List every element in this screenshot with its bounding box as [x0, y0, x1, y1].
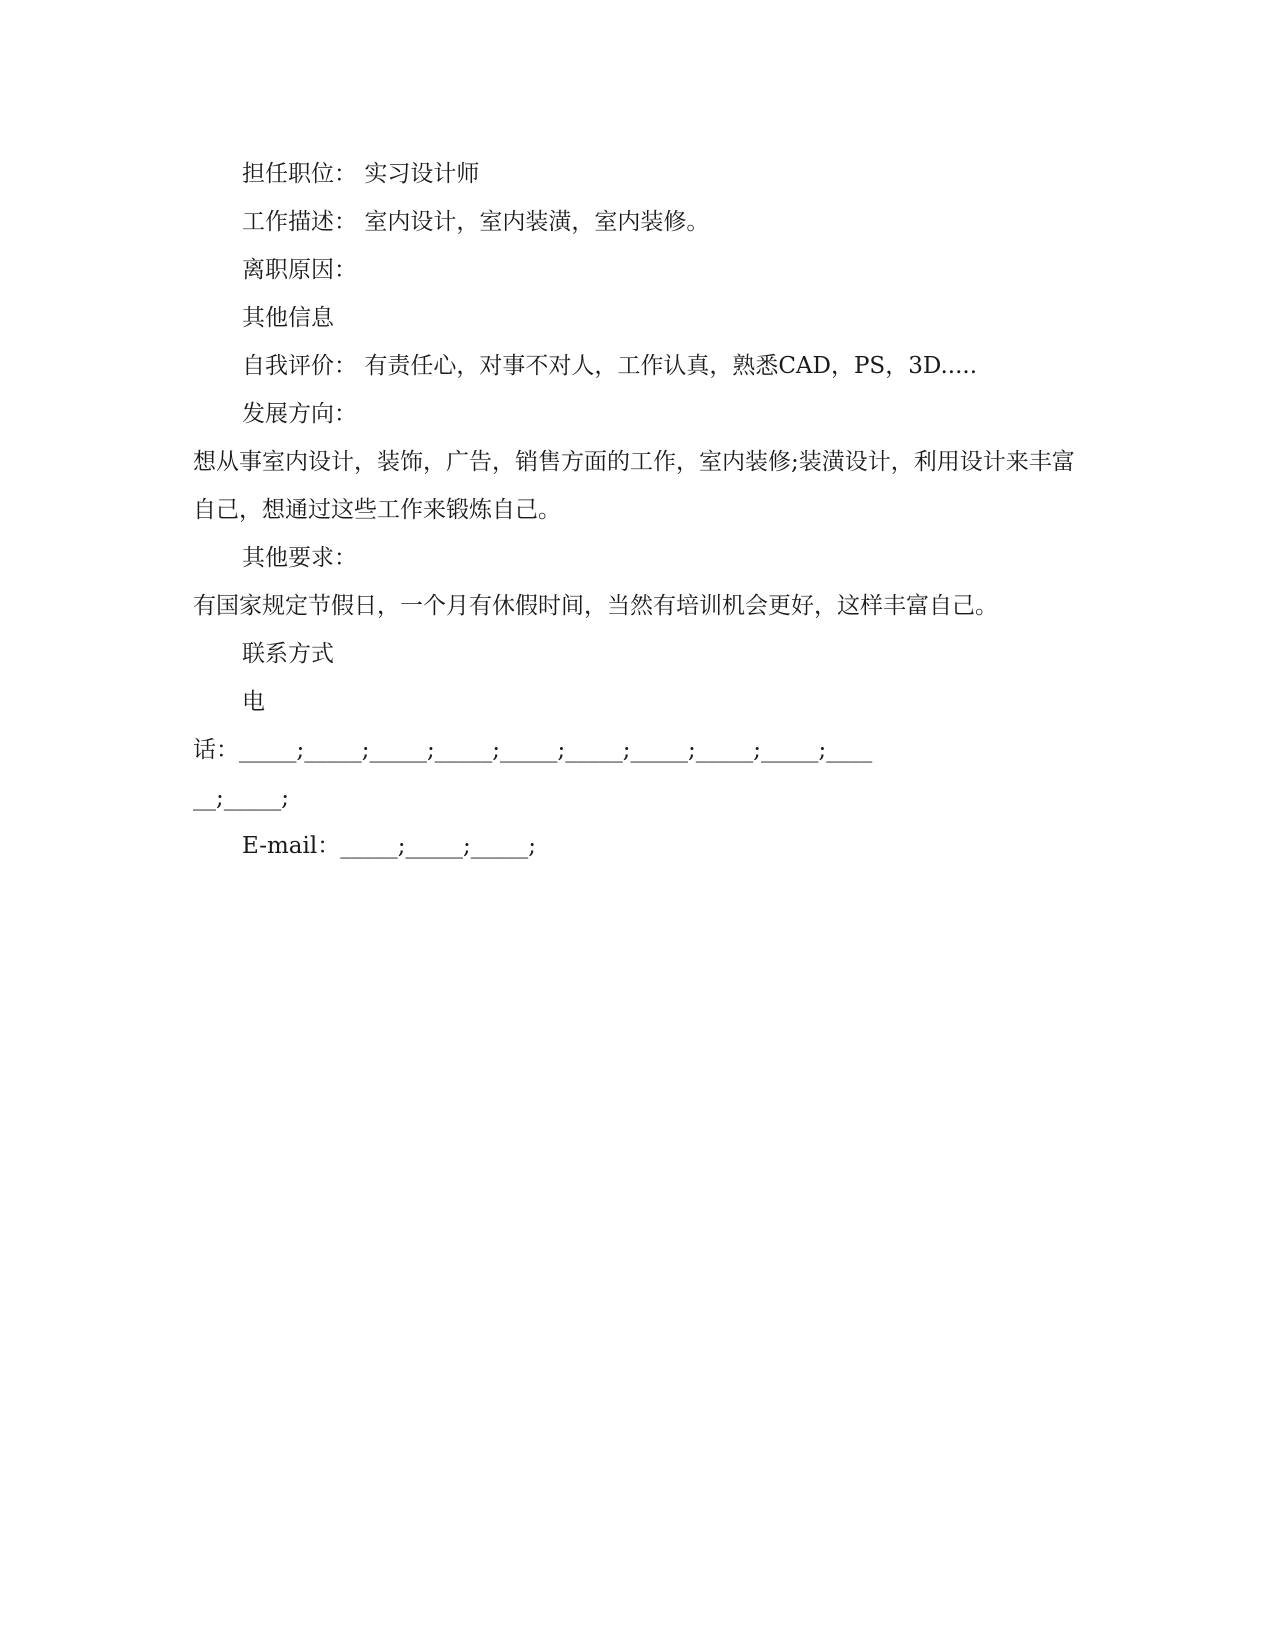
- development-label: 发展方向：: [242, 401, 357, 427]
- development-text: 想从事室内设计，装饰，广告，销售方面的工作，室内装修;装潢设计，利用设计来丰富自己，想通过这些工作来锻炼自己。: [193, 449, 1075, 523]
- position-value: 实习设计师: [364, 161, 480, 187]
- email-value: _____;_____;_____;: [340, 833, 536, 859]
- position-row: [193, 150, 1083, 198]
- phone-row: [193, 726, 1083, 774]
- phone-label-line1: 电: [242, 689, 265, 715]
- contact-heading: 联系方式: [242, 641, 334, 667]
- phone-row-continued: __;_____;: [193, 785, 289, 811]
- other-requirements-text: 有国家规定节假日，一个月有休假时间，当然有培训机会更好，这样丰富自己。: [193, 593, 998, 619]
- job-description-row: [193, 198, 1083, 246]
- leave-reason-label: 离职原因：: [242, 257, 357, 283]
- phone-label: 话：: [193, 737, 239, 763]
- document-body: [193, 150, 1083, 870]
- self-evaluation-value: 有责任心，对事不对人，工作认真，熟悉CAD，PS，3D.....: [364, 353, 978, 379]
- email-label: E-mail：: [242, 833, 341, 859]
- other-info-heading: 其他信息: [242, 305, 334, 331]
- phone-value: _____;_____;_____;_____;_____;_____;_____;_____;_____;____: [239, 737, 873, 763]
- email-row: [193, 822, 1083, 870]
- job-description-label: 工作描述：: [242, 209, 357, 235]
- self-evaluation-label: 自我评价：: [242, 353, 357, 379]
- other-requirements-label: 其他要求：: [242, 545, 357, 571]
- position-label: 担任职位：: [242, 161, 357, 187]
- job-description-value: 室内设计，室内装潢，室内装修。: [364, 209, 710, 235]
- leave-reason-row: [193, 246, 1083, 294]
- self-evaluation-row: [193, 342, 1083, 390]
